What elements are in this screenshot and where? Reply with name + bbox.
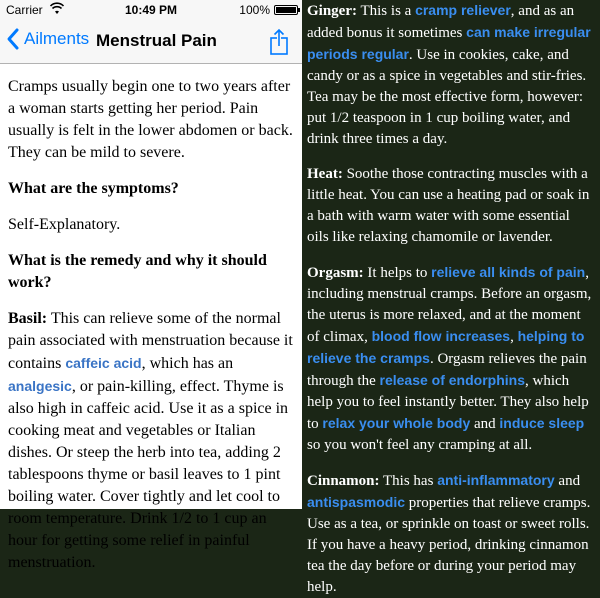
- cinnamon-text: properties that relieve cramps. Use as a tea, or sprinkle on toast or sweet rolls. If you have a heavy period, drinking cinnamon tea the day before or during your period may help.: [307, 495, 591, 595]
- cinnamon-text: and: [554, 473, 581, 489]
- back-label: Ailments: [24, 29, 90, 48]
- orgasm-text: and: [470, 416, 500, 432]
- remedy-cinnamon: [307, 470, 594, 598]
- remedy-basil: [8, 308, 294, 574]
- link-antispasmodic[interactable]: antispasmodic: [307, 494, 406, 510]
- basil-label: Basil:: [8, 310, 48, 327]
- article-content: [0, 64, 302, 574]
- link-analgesic[interactable]: analgesic: [8, 378, 72, 394]
- battery-percent: 100%: [239, 3, 270, 17]
- left-screen: [0, 0, 302, 571]
- basil-text: , or pain-killing, effect. Thyme is also high in caffeic acid. Use it as a spice in cooking meat and vegetables or Italian dishes. Or steep the herb into tea, adding 2 tablespoons thyme or basil leaves to 1 pint boiling water. Cover tightly and let cool to room temperature. Drink 1/2 to 1 cup an hour for getting some relief in painful menstruation.: [8, 378, 289, 571]
- orgasm-text: It helps to: [363, 265, 432, 281]
- remedy-heading: What is the remedy and why it should work?: [8, 252, 267, 291]
- link-relax-body[interactable]: relax your whole body: [322, 415, 471, 431]
- orgasm-text: . Orgasm relieves the pain through the: [307, 351, 587, 389]
- remedy-heat: [307, 164, 594, 248]
- link-irregular-periods[interactable]: can make irregular periods regular: [307, 24, 591, 62]
- battery-icon: [274, 5, 298, 15]
- status-time: 10:49 PM: [124, 3, 178, 17]
- link-caffeic-acid[interactable]: caffeic acid: [65, 355, 142, 371]
- cinnamon-label: Cinnamon:: [307, 473, 380, 489]
- orgasm-text: , including menstrual cramps. Before an orgasm, the uterus is more relaxed, and at the moment of climax,: [307, 265, 592, 345]
- ginger-text: This is a: [357, 3, 416, 19]
- intro-paragraph: Cramps usually begin one to two years after a woman starts getting her period. Pain usually is felt in the lower abdomen or back. They can be mild to severe.: [8, 78, 293, 161]
- orgasm-label: Orgasm:: [307, 265, 364, 281]
- nav-bar: [0, 20, 302, 64]
- link-induce-sleep[interactable]: induce sleep: [499, 415, 585, 431]
- orgasm-text: ,: [510, 329, 518, 345]
- right-screen: [302, 0, 600, 595]
- symptoms-text: Self-Explanatory.: [8, 216, 121, 233]
- back-button[interactable]: [6, 28, 89, 50]
- basil-text: , which has an: [141, 355, 234, 372]
- ginger-text: . Use in cookies, cake, and candy or as a spice in vegetables and stir-fries. Tea may be the most effective form, however: put 1/2 teaspoon in 1 cup boiling water, and drink three times a day.: [307, 47, 587, 147]
- heat-label: Heat:: [307, 166, 343, 182]
- chevron-left-icon: [6, 28, 20, 50]
- cinnamon-text: This has: [379, 473, 438, 489]
- heat-text: Soothe those contracting muscles with a little heat. You can use a heating pad or soak in a bath with warm water with some essential oils like relaxing chamomile or lavender.: [307, 166, 590, 245]
- status-bar: [0, 0, 302, 20]
- link-relieve-cramps[interactable]: helping to relieve the cramps: [307, 328, 585, 366]
- orgasm-text: so you won't feel any cramping at all.: [307, 437, 533, 453]
- carrier-label: Carrier: [6, 3, 43, 17]
- ginger-text: , and as an added bonus it sometimes: [307, 3, 575, 41]
- symptoms-heading: What are the symptoms?: [8, 180, 179, 197]
- page-title: Menstrual Pain: [96, 31, 217, 50]
- remedy-orgasm: [307, 262, 594, 456]
- share-icon[interactable]: [268, 28, 290, 56]
- link-relieve-pain[interactable]: relieve all kinds of pain: [431, 264, 586, 280]
- link-cramp-reliever[interactable]: cramp reliever: [415, 2, 511, 18]
- link-blood-flow[interactable]: blood flow increases: [371, 328, 511, 344]
- remedy-ginger: [307, 0, 594, 150]
- orgasm-text: , which help you to feel instantly better. They also help to: [307, 373, 589, 432]
- basil-text: This can relieve some of the normal pain associated with menstruation because it contains: [8, 310, 293, 372]
- link-endorphins[interactable]: release of endorphins: [379, 372, 525, 388]
- link-anti-inflammatory[interactable]: anti-inflammatory: [437, 472, 555, 488]
- ginger-label: Ginger:: [307, 3, 357, 19]
